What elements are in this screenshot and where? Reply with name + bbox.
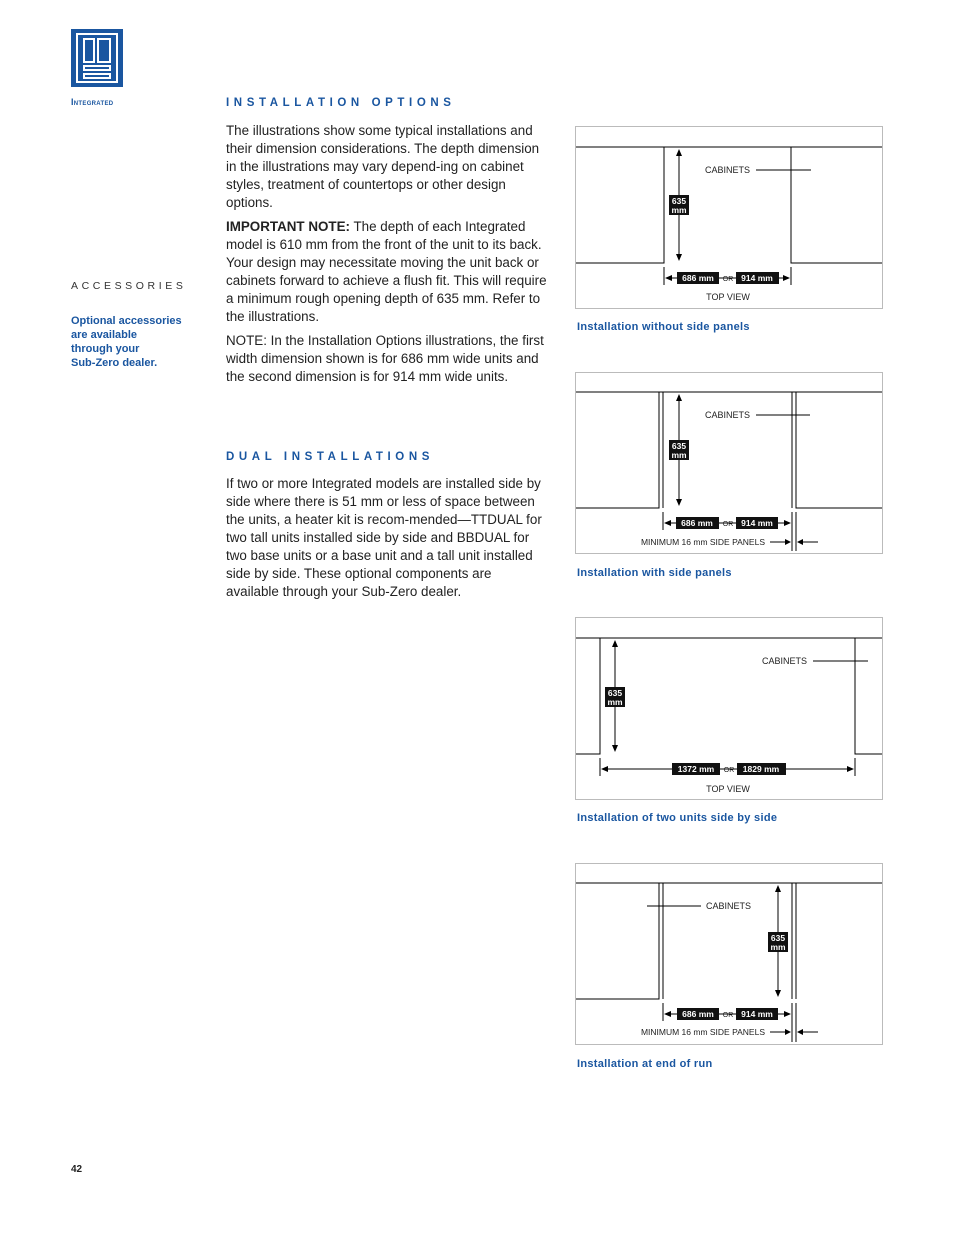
panel-arrow-left: [785, 1029, 791, 1035]
figure-without-side-panels: [575, 126, 883, 309]
logo-panel-right: [97, 38, 111, 63]
or-label: OR: [722, 521, 734, 528]
important-text: The depth of each Integrated model is 610 mm from the front of the unit to its back. Your design may necessitate moving the unit back or cabinets forward to achieve a flush fit. This will require a minimum rough opening depth of 635 mm. Refer to the illustrations.: [226, 219, 547, 324]
left-cabinet: [576, 883, 659, 999]
caption-with-side-panels: Installation with side panels: [577, 567, 732, 579]
width-914-label: 914 mm: [741, 518, 773, 528]
installation-options-heading: INSTALLATION OPTIONS: [226, 97, 456, 109]
width-686-label: 686 mm: [681, 518, 713, 528]
figure-with-side-panels: [575, 372, 883, 554]
width-686-label: 686 mm: [682, 1009, 714, 1019]
or-label: OR: [722, 276, 734, 283]
accessories-heading: ACCESSORIES: [71, 280, 187, 292]
width-1372-label: 1372 mm: [677, 764, 715, 774]
figure-two-units: [575, 617, 883, 800]
cabinets-label: CABINETS: [705, 165, 751, 175]
paragraph-intro: The illustrations show some typical installations and their dimension considerations. The depth dimension in the illustrations may vary depend-ing on cabinet styles, treatment of countertops or other design options.: [226, 123, 540, 210]
left-cabinet: [576, 147, 664, 263]
right-cabinet: [855, 638, 882, 754]
paragraph-dual: If two or more Integrated models are installed side by side where there is 51 mm or less of space between the units, a heater kit is recom-mended—TTDUAL for two tall units installed side by side and BBDUAL for two base units or a base unit and a tall unit installed side by side. These optional components are available through your Sub-Zero dealer.: [226, 476, 542, 599]
left-cabinet: [576, 638, 600, 754]
logo-panel-left: [83, 38, 95, 63]
panel-arrow-left: [785, 539, 791, 545]
top-view-label: TOP VIEW: [706, 292, 750, 302]
or-label: OR: [723, 767, 735, 774]
paragraph-important: [226, 218, 548, 326]
depth-value: 635: [770, 933, 786, 943]
dual-installations-body: [226, 475, 548, 607]
right-cabinet: [791, 147, 882, 263]
cabinets-label: CABINETS: [705, 410, 751, 420]
accessories-note-line: Sub-Zero dealer.: [71, 357, 158, 369]
width-914-label: 914 mm: [741, 273, 773, 283]
depth-unit: mm: [671, 450, 687, 460]
dual-installations-heading: DUAL INSTALLATIONS: [226, 451, 435, 463]
accessories-note-line: through your: [71, 343, 140, 355]
min-side-panels-label: MINIMUM 16 mm SIDE PANELS: [640, 537, 765, 547]
top-view-label: TOP VIEW: [706, 784, 750, 794]
cabinets-label: CABINETS: [706, 901, 752, 911]
depth-value: 635: [671, 196, 687, 206]
panel-arrow-right: [797, 1029, 803, 1035]
accessories-note-line: Optional accessories: [71, 315, 182, 327]
depth-value: 635: [607, 688, 623, 698]
width-1829-label: 1829 mm: [742, 764, 780, 774]
important-label: IMPORTANT NOTE:: [226, 219, 350, 234]
brand-label: Integrated: [71, 97, 114, 107]
caption-two-units: Installation of two units side by side: [577, 812, 778, 824]
right-cabinet: [796, 392, 882, 508]
brand-logo: [71, 29, 123, 87]
installation-options-body: [226, 122, 548, 392]
logo-drawer-bottom: [83, 73, 111, 79]
logo-drawer-top: [83, 65, 111, 71]
left-cabinet: [576, 392, 659, 508]
caption-end-of-run: Installation at end of run: [577, 1058, 713, 1070]
depth-unit: mm: [607, 697, 623, 707]
depth-unit: mm: [770, 942, 786, 952]
page-number: 42: [71, 1164, 83, 1175]
width-914-label: 914 mm: [741, 1009, 773, 1019]
cabinets-label: CABINETS: [762, 656, 808, 666]
min-side-panels-label: MINIMUM 16 mm SIDE PANELS: [640, 1027, 765, 1037]
width-686-label: 686 mm: [682, 273, 714, 283]
caption-without-side-panels: Installation without side panels: [577, 321, 750, 333]
paragraph-note: NOTE: In the Installation Options illustrations, the first width dimension shown is for 686 mm wide units and the second dimension is for 914 mm wide units.: [226, 333, 544, 384]
figure-end-of-run: [575, 863, 883, 1045]
depth-value: 635: [671, 441, 687, 451]
accessories-note: [71, 314, 211, 370]
depth-unit: mm: [671, 205, 687, 215]
panel-arrow-right: [797, 539, 803, 545]
accessories-note-line: are available: [71, 329, 138, 341]
or-label: OR: [722, 1012, 734, 1019]
